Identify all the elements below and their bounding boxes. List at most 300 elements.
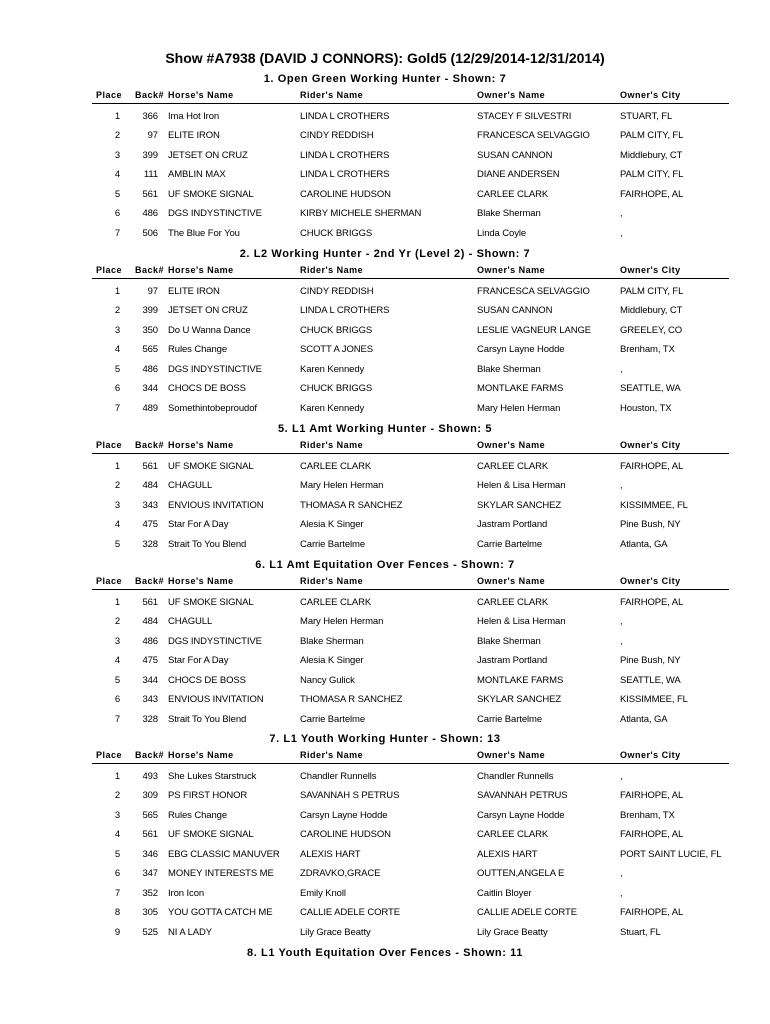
table-row (0, 281, 770, 300)
class-title: 8. L1 Youth Equitation Over Fences - Shown: 11 (247, 947, 523, 959)
cell-horse: UF SMOKE SIGNAL (168, 829, 254, 841)
table-row (0, 534, 770, 553)
cell-back: 346 (142, 848, 158, 860)
cell-horse: ENVIOUS INVITATION (168, 499, 264, 511)
column-header-horse: Horse's Name (168, 90, 234, 100)
class-title: 7. L1 Youth Working Hunter - Shown: 13 (269, 733, 501, 745)
cell-place: 3 (114, 809, 120, 821)
cell-rider: Lily Grace Beatty (300, 926, 371, 938)
column-header-owner: Owner's Name (477, 576, 546, 586)
cell-place: 2 (114, 480, 120, 492)
cell-back: 561 (142, 188, 158, 200)
table-row (0, 670, 770, 689)
cell-horse: CHAGULL (168, 616, 213, 628)
cell-owner: Caitlin Bloyer (477, 887, 532, 899)
cell-city: Middlebury, CT (620, 305, 683, 317)
cell-back: 506 (142, 227, 158, 239)
cell-rider: CAROLINE HUDSON (300, 188, 391, 200)
cell-back: 399 (142, 149, 158, 161)
cell-city: , (620, 227, 623, 239)
column-header-city: Owner's City (620, 265, 681, 275)
cell-place: 6 (114, 868, 120, 880)
cell-rider: CALLIE ADELE CORTE (300, 907, 400, 919)
cell-place: 4 (114, 169, 120, 181)
cell-back: 97 (147, 286, 158, 297)
cell-back: 489 (142, 402, 158, 414)
cell-back: 309 (142, 790, 158, 802)
table-row (0, 106, 770, 125)
cell-city: KISSIMMEE, FL (620, 499, 688, 511)
cell-place: 5 (114, 538, 120, 550)
cell-place: 6 (114, 694, 120, 706)
cell-place: 6 (114, 208, 120, 220)
cell-rider: Nancy Gulick (300, 674, 355, 686)
column-header-back: Back# (134, 750, 164, 760)
table-row (0, 359, 770, 378)
cell-rider: KIRBY MICHELE SHERMAN (300, 208, 422, 220)
table-row (0, 709, 770, 728)
cell-owner: OUTTEN,ANGELA E (477, 868, 565, 880)
cell-place: 7 (114, 713, 120, 725)
cell-rider: LINDA L CROTHERS (300, 111, 390, 122)
cell-owner: SAVANNAH PETRUS (477, 790, 568, 802)
cell-place: 7 (114, 402, 120, 414)
cell-city: SEATTLE, WA (620, 674, 681, 686)
table-row (0, 495, 770, 514)
column-header-row (0, 748, 770, 766)
column-header-city: Owner's City (620, 440, 681, 450)
column-header-rider: Rider's Name (300, 90, 364, 100)
table-row (0, 125, 770, 144)
cell-horse: Ima Hot Iron (168, 111, 220, 122)
cell-place: 5 (114, 848, 120, 860)
cell-rider: SCOTT A JONES (300, 344, 373, 356)
cell-horse: Star For A Day (168, 655, 229, 667)
cell-horse: ELITE IRON (168, 286, 220, 297)
cell-back: 561 (142, 829, 158, 841)
cell-back: 486 (142, 208, 158, 220)
column-header-back: Back# (134, 265, 164, 275)
table-row (0, 203, 770, 222)
cell-place: 1 (114, 286, 120, 297)
cell-back: 475 (142, 655, 158, 667)
header-divider (92, 278, 729, 279)
cell-city: Pine Bush, NY (620, 655, 681, 667)
cell-back: 343 (142, 499, 158, 511)
table-row (0, 611, 770, 630)
cell-owner: CALLIE ADELE CORTE (477, 907, 577, 919)
cell-horse: EBG CLASSIC MANUVER (168, 848, 280, 860)
cell-owner: MONTLAKE FARMS (477, 383, 564, 395)
cell-horse: NI A LADY (168, 926, 212, 938)
table-row (0, 766, 770, 785)
results-table (0, 456, 770, 553)
cell-place: 4 (114, 829, 120, 841)
cell-horse: MONEY INTERESTS ME (168, 868, 274, 880)
table-row (0, 922, 770, 941)
cell-city: PORT SAINT LUCIE, FL (620, 848, 722, 860)
cell-owner: CARLEE CLARK (477, 188, 549, 200)
cell-horse: Rules Change (168, 344, 228, 356)
column-header-place: Place (95, 440, 122, 450)
cell-place: 1 (114, 461, 120, 472)
results-table (0, 592, 770, 728)
cell-owner: FRANCESCA SELVAGGIO (477, 286, 590, 297)
column-header-horse: Horse's Name (168, 750, 234, 760)
cell-rider: ZDRAVKO,GRACE (300, 868, 381, 880)
cell-horse: UF SMOKE SIGNAL (168, 461, 254, 472)
class-title: 5. L1 Amt Working Hunter - Shown: 5 (277, 423, 493, 435)
cell-owner: LESLIE VAGNEUR LANGE (477, 324, 591, 336)
cell-rider: Blake Sherman (300, 635, 364, 647)
cell-place: 4 (114, 655, 120, 667)
column-header-rider: Rider's Name (300, 576, 364, 586)
cell-city: FAIRHOPE, AL (620, 597, 684, 608)
cell-back: 475 (142, 519, 158, 531)
class-section (0, 71, 770, 242)
cell-place: 2 (114, 130, 120, 142)
cell-owner: SUSAN CANNON (477, 305, 553, 317)
cell-city: GREELEY, CO (620, 324, 683, 336)
cell-rider: LINDA L CROTHERS (300, 149, 390, 161)
column-header-owner: Owner's Name (477, 265, 546, 275)
cell-city: PALM CITY, FL (620, 130, 684, 142)
column-header-place: Place (95, 750, 122, 760)
table-row (0, 184, 770, 203)
cell-place: 5 (114, 188, 120, 200)
cell-rider: Karen Kennedy (300, 363, 365, 375)
cell-horse: ENVIOUS INVITATION (168, 694, 264, 706)
table-row (0, 475, 770, 494)
class-section (0, 945, 770, 962)
cell-rider: Mary Helen Herman (300, 480, 384, 492)
cell-city: Brenham, TX (620, 344, 675, 356)
cell-horse: JETSET ON CRUZ (168, 149, 248, 161)
column-header-back: Back# (134, 576, 164, 586)
cell-place: 2 (114, 616, 120, 628)
cell-back: 111 (143, 169, 158, 181)
column-header-owner: Owner's Name (477, 750, 546, 760)
table-row (0, 902, 770, 921)
header-divider (92, 103, 729, 104)
column-header-row (0, 438, 770, 456)
class-title: 1. Open Green Working Hunter - Shown: 7 (263, 73, 507, 85)
cell-place: 4 (114, 344, 120, 356)
cell-horse: UF SMOKE SIGNAL (168, 597, 254, 608)
cell-place: 2 (114, 790, 120, 802)
cell-back: 565 (142, 809, 158, 821)
cell-place: 6 (114, 383, 120, 395)
cell-horse: CHOCS DE BOSS (168, 383, 246, 395)
column-header-row (0, 263, 770, 281)
cell-horse: The Blue For You (168, 227, 240, 239)
cell-rider: CARLEE CLARK (300, 461, 372, 472)
cell-back: 493 (142, 771, 158, 782)
cell-city: Houston, TX (620, 402, 672, 414)
cell-owner: SUSAN CANNON (477, 149, 553, 161)
cell-city: , (620, 480, 623, 492)
cell-horse: Somethintobeproudof (168, 402, 257, 414)
cell-owner: Carsyn Layne Hodde (477, 344, 565, 356)
cell-horse: AMBLIN MAX (168, 169, 226, 181)
cell-city: FAIRHOPE, AL (620, 829, 684, 841)
cell-owner: SKYLAR SANCHEZ (477, 694, 562, 706)
cell-rider: Carrie Bartelme (300, 538, 366, 550)
cell-rider: CHUCK BRIGGS (300, 227, 373, 239)
class-section (0, 557, 770, 728)
cell-rider: Carrie Bartelme (300, 713, 366, 725)
cell-rider: Alesia K Singer (300, 519, 364, 531)
cell-back: 344 (142, 383, 158, 395)
cell-back: 486 (142, 363, 158, 375)
cell-back: 399 (142, 305, 158, 317)
results-table (0, 106, 770, 242)
cell-owner: CARLEE CLARK (477, 829, 549, 841)
cell-owner: STACEY F SILVESTRI (477, 111, 572, 122)
cell-back: 525 (142, 926, 158, 938)
cell-back: 347 (142, 868, 158, 880)
cell-rider: CAROLINE HUDSON (300, 829, 391, 841)
column-header-back: Back# (134, 90, 164, 100)
cell-city: STUART, FL (620, 111, 673, 122)
table-row (0, 883, 770, 902)
cell-horse: She Lukes Starstruck (168, 771, 257, 782)
cell-rider: CARLEE CLARK (300, 597, 372, 608)
cell-back: 484 (142, 480, 158, 492)
column-header-place: Place (95, 265, 122, 275)
column-header-horse: Horse's Name (168, 576, 234, 586)
cell-back: 350 (142, 324, 158, 336)
cell-owner: Carrie Bartelme (477, 713, 543, 725)
table-row (0, 689, 770, 708)
cell-rider: SAVANNAH S PETRUS (300, 790, 400, 802)
table-row (0, 339, 770, 358)
cell-back: 561 (142, 597, 158, 608)
cell-rider: Carsyn Layne Hodde (300, 809, 388, 821)
table-row (0, 592, 770, 611)
cell-owner: Blake Sherman (477, 208, 541, 220)
class-section (0, 731, 770, 941)
cell-rider: LINDA L CROTHERS (300, 305, 390, 317)
page-title: Show #A7938 (DAVID J CONNORS): Gold5 (12/29/2014-12/31/2014) (165, 50, 605, 66)
column-header-city: Owner's City (620, 576, 681, 586)
cell-back: 305 (142, 907, 158, 919)
cell-city: PALM CITY, FL (620, 169, 684, 181)
table-row (0, 398, 770, 417)
cell-back: 97 (147, 130, 158, 142)
cell-horse: Rules Change (168, 809, 228, 821)
table-row (0, 805, 770, 824)
cell-back: 565 (142, 344, 158, 356)
cell-city: KISSIMMEE, FL (620, 694, 688, 706)
cell-owner: CARLEE CLARK (477, 597, 549, 608)
cell-place: 3 (114, 149, 120, 161)
column-header-horse: Horse's Name (168, 440, 234, 450)
cell-horse: DGS INDYSTINCTIVE (168, 363, 262, 375)
cell-horse: CHAGULL (168, 480, 213, 492)
cell-owner: Mary Helen Herman (477, 402, 561, 414)
cell-owner: ALEXIS HART (477, 848, 538, 860)
cell-place: 3 (114, 635, 120, 647)
cell-owner: Carsyn Layne Hodde (477, 809, 565, 821)
column-header-back: Back# (134, 440, 164, 450)
cell-city: Pine Bush, NY (620, 519, 681, 531)
column-header-horse: Horse's Name (168, 265, 234, 275)
class-section (0, 246, 770, 417)
column-header-rider: Rider's Name (300, 750, 364, 760)
cell-rider: LINDA L CROTHERS (300, 169, 390, 181)
table-row (0, 785, 770, 804)
cell-place: 7 (114, 227, 120, 239)
cell-rider: Chandler Runnells (300, 771, 377, 782)
cell-city: Brenham, TX (620, 809, 675, 821)
cell-city: , (620, 868, 623, 880)
cell-city: Middlebury, CT (620, 149, 683, 161)
table-row (0, 300, 770, 319)
cell-horse: DGS INDYSTINCTIVE (168, 635, 262, 647)
cell-owner: FRANCESCA SELVAGGIO (477, 130, 590, 142)
column-header-city: Owner's City (620, 750, 681, 760)
cell-back: 344 (142, 674, 158, 686)
cell-horse: Star For A Day (168, 519, 229, 531)
cell-back: 328 (142, 713, 158, 725)
cell-horse: PS FIRST HONOR (168, 790, 248, 802)
cell-back: 561 (142, 461, 158, 472)
cell-rider: THOMASA R SANCHEZ (300, 694, 403, 706)
class-title: 2. L2 Working Hunter - 2nd Yr (Level 2) - Shown: 7 (239, 248, 531, 260)
cell-city: Stuart, FL (620, 926, 661, 938)
cell-city: Atlanta, GA (620, 713, 668, 725)
cell-owner: Blake Sherman (477, 635, 541, 647)
class-title: 6. L1 Amt Equitation Over Fences - Shown: 7 (255, 559, 515, 571)
header-divider (92, 453, 729, 454)
cell-rider: Alesia K Singer (300, 655, 364, 667)
column-header-row (0, 574, 770, 592)
table-row (0, 650, 770, 669)
cell-city: , (620, 887, 623, 899)
header-divider (92, 763, 729, 764)
cell-place: 3 (114, 499, 120, 511)
cell-city: , (620, 616, 623, 628)
cell-rider: Emily Knoll (300, 887, 346, 899)
cell-place: 1 (114, 597, 120, 608)
table-row (0, 145, 770, 164)
table-row (0, 320, 770, 339)
cell-place: 5 (114, 363, 120, 375)
cell-owner: CARLEE CLARK (477, 461, 549, 472)
cell-horse: Do U Wanna Dance (168, 324, 251, 336)
cell-horse: Strait To You Blend (168, 538, 247, 550)
cell-place: 1 (114, 771, 120, 782)
cell-rider: ALEXIS HART (300, 848, 361, 860)
table-row (0, 164, 770, 183)
cell-owner: Lily Grace Beatty (477, 926, 548, 938)
cell-rider: Karen Kennedy (300, 402, 365, 414)
cell-back: 484 (142, 616, 158, 628)
cell-back: 366 (142, 111, 158, 122)
column-header-owner: Owner's Name (477, 90, 546, 100)
table-row (0, 863, 770, 882)
cell-owner: Helen & Lisa Herman (477, 616, 566, 628)
cell-horse: JETSET ON CRUZ (168, 305, 248, 317)
cell-horse: YOU GOTTA CATCH ME (168, 907, 273, 919)
cell-place: 8 (114, 907, 120, 919)
cell-rider: CINDY REDDISH (300, 130, 374, 142)
column-header-rider: Rider's Name (300, 265, 364, 275)
header-divider (92, 589, 729, 590)
cell-city: , (620, 208, 623, 220)
cell-city: , (620, 771, 623, 782)
cell-place: 2 (114, 305, 120, 317)
cell-city: FAIRHOPE, AL (620, 188, 684, 200)
cell-city: FAIRHOPE, AL (620, 907, 684, 919)
cell-city: Atlanta, GA (620, 538, 668, 550)
cell-owner: Jastram Portland (477, 519, 548, 531)
cell-owner: Helen & Lisa Herman (477, 480, 566, 492)
cell-city: , (620, 363, 623, 375)
cell-rider: CHUCK BRIGGS (300, 383, 373, 395)
cell-owner: Carrie Bartelme (477, 538, 543, 550)
cell-horse: CHOCS DE BOSS (168, 674, 246, 686)
cell-horse: DGS INDYSTINCTIVE (168, 208, 262, 220)
cell-owner: Linda Coyle (477, 227, 527, 239)
table-row (0, 223, 770, 242)
column-header-place: Place (95, 90, 122, 100)
results-table (0, 281, 770, 417)
column-header-place: Place (95, 576, 122, 586)
cell-city: FAIRHOPE, AL (620, 461, 684, 472)
cell-owner: Jastram Portland (477, 655, 548, 667)
cell-back: 486 (142, 635, 158, 647)
cell-back: 328 (142, 538, 158, 550)
cell-rider: CHUCK BRIGGS (300, 324, 373, 336)
cell-rider: CINDY REDDISH (300, 286, 374, 297)
cell-place: 9 (114, 926, 120, 938)
cell-horse: ELITE IRON (168, 130, 220, 142)
cell-place: 5 (114, 674, 120, 686)
cell-back: 352 (142, 887, 158, 899)
column-header-row (0, 88, 770, 106)
cell-place: 7 (114, 887, 120, 899)
table-row (0, 514, 770, 533)
cell-owner: DIANE ANDERSEN (477, 169, 560, 181)
column-header-owner: Owner's Name (477, 440, 546, 450)
cell-place: 4 (114, 519, 120, 531)
cell-owner: SKYLAR SANCHEZ (477, 499, 562, 511)
cell-owner: Blake Sherman (477, 363, 541, 375)
table-row (0, 844, 770, 863)
class-section (0, 421, 770, 553)
table-row (0, 631, 770, 650)
cell-horse: Strait To You Blend (168, 713, 247, 725)
cell-place: 3 (114, 324, 120, 336)
cell-place: 1 (114, 111, 120, 122)
cell-city: SEATTLE, WA (620, 383, 681, 395)
column-header-rider: Rider's Name (300, 440, 364, 450)
cell-city: , (620, 635, 623, 647)
column-header-city: Owner's City (620, 90, 681, 100)
cell-rider: Mary Helen Herman (300, 616, 384, 628)
cell-rider: THOMASA R SANCHEZ (300, 499, 403, 511)
cell-city: PALM CITY, FL (620, 286, 684, 297)
table-row (0, 378, 770, 397)
cell-owner: MONTLAKE FARMS (477, 674, 564, 686)
cell-city: FAIRHOPE, AL (620, 790, 684, 802)
cell-back: 343 (142, 694, 158, 706)
table-row (0, 824, 770, 843)
table-row (0, 456, 770, 475)
cell-owner: Chandler Runnells (477, 771, 554, 782)
